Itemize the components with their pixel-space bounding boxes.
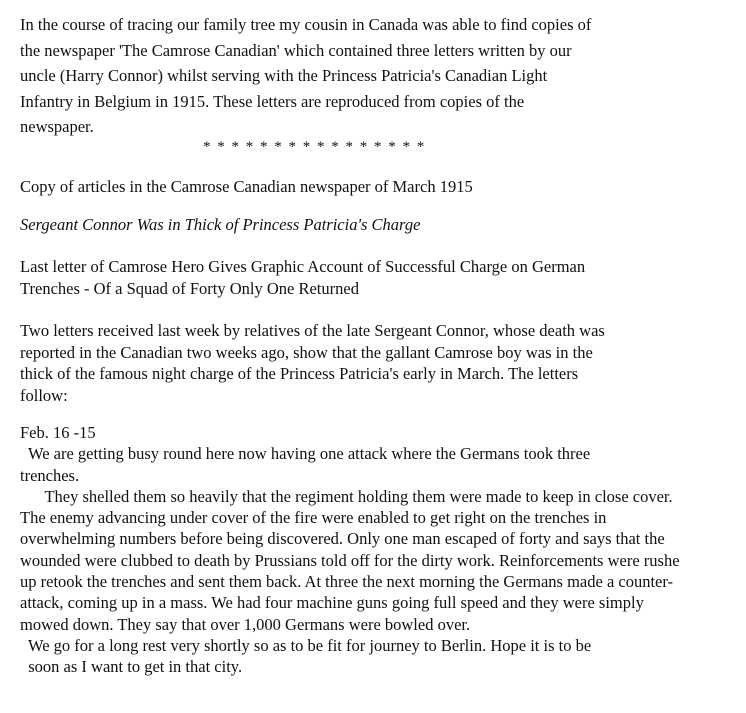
- letter-line: mowed down. They say that over 1,000 Germans were bowled over.: [20, 614, 471, 634]
- source-note: Copy of articles in the Camrose Canadian newspaper of March 1915: [20, 177, 473, 196]
- letter-line: We go for a long rest very shortly so as to be fit for journey to Berlin. Hope it is to be: [20, 635, 592, 655]
- paragraph-line: reported in the Canadian two weeks ago, show that the gallant Camrose boy was in the: [20, 342, 593, 362]
- article-title: Sergeant Connor Was in Thick of Princess Patricia's Charge: [20, 215, 421, 234]
- asterisk-separator: * * * * * * * * * * * * * * * *: [203, 139, 426, 155]
- letter-line: soon as I want to get in that city.: [20, 657, 243, 677]
- letter-line: attack, coming up in a mass. We had four machine guns going full speed and they were simply: [20, 593, 644, 613]
- article-intro-paragraph: [20, 320, 605, 406]
- letter-line: wounded were clubbed to death by Prussians told off for the dirty work. Reinforcements were rushe: [20, 550, 680, 570]
- letter-date: Feb. 16 -15: [20, 423, 96, 442]
- letter-line: trenches.: [20, 465, 80, 485]
- intro-line: In the course of tracing our family tree my cousin in Canada was able to find copies of: [20, 15, 592, 34]
- paragraph-line: follow:: [20, 385, 68, 405]
- letter-body: [20, 422, 746, 678]
- article-headline: [20, 256, 585, 299]
- letter-line: The enemy advancing under cover of the fire were enabled to get right on the trenches in: [20, 508, 607, 528]
- intro-line: Infantry in Belgium in 1915. These letters are reproduced from copies of the: [20, 91, 525, 111]
- intro-line: uncle (Harry Connor) whilst serving with the Princess Patricia's Canadian Light: [20, 66, 548, 85]
- intro-line: newspaper.: [20, 117, 94, 136]
- letter-line: We are getting busy round here now having one attack where the Germans took three: [20, 444, 591, 464]
- intro-paragraph: [20, 12, 740, 140]
- letter-line: overwhelming numbers before being discovered. Only one man escaped of forty and says that the: [20, 529, 665, 549]
- headline-line: Last letter of Camrose Hero Gives Graphic Account of Successful Charge on German: [20, 257, 586, 276]
- letter-line: They shelled them so heavily that the regiment holding them were made to keep in close cover.: [20, 486, 673, 506]
- headline-line: Trenches - Of a Squad of Forty Only One Returned: [20, 278, 359, 298]
- paragraph-line: thick of the famous night charge of the Princess Patricia's early in March. The letters: [20, 364, 579, 383]
- letter-line: up retook the trenches and sent them back. At three the next morning the Germans made a counter-: [20, 572, 674, 592]
- paragraph-line: Two letters received last week by relatives of the late Sergeant Connor, whose death was: [20, 321, 605, 340]
- intro-line: the newspaper 'The Camrose Canadian' which contained three letters written by our: [20, 40, 572, 60]
